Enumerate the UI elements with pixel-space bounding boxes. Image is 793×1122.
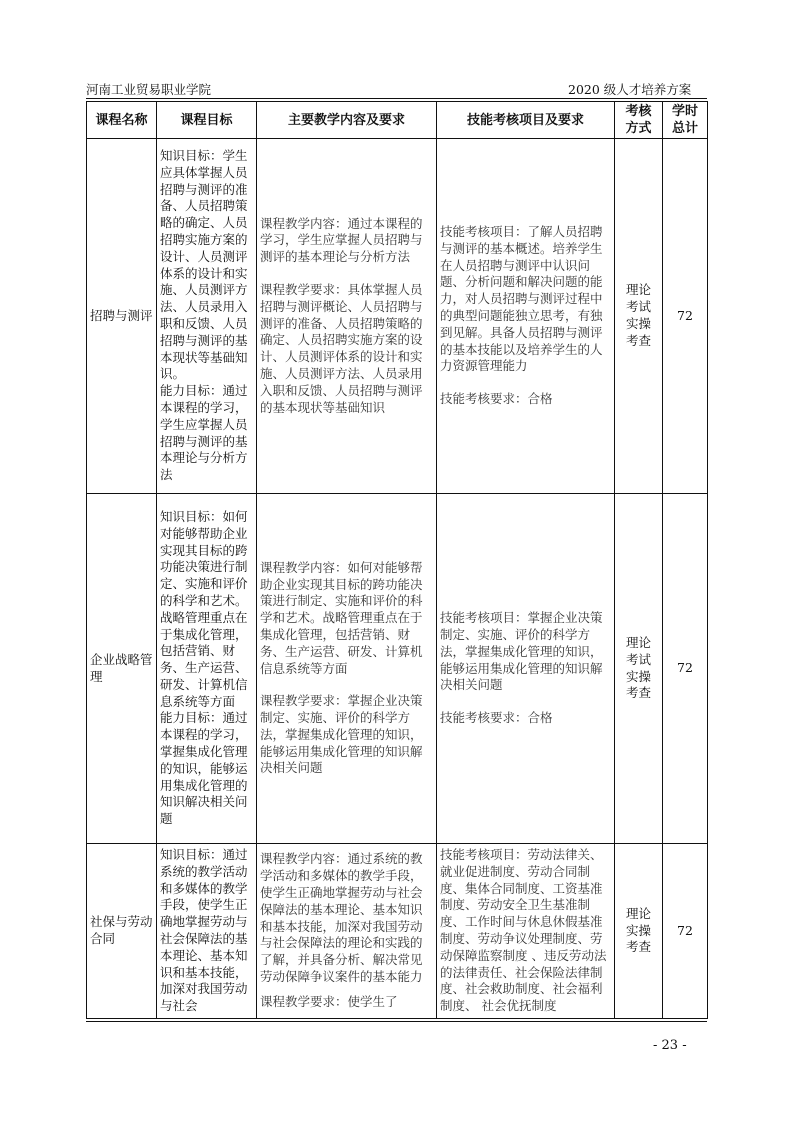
skill-item: 技能考核项目：掌握企业决策制定、实施、评价的科学方法，掌握集成化管理的知识，能够运用集成化管理的知识解决相关问题	[440, 610, 603, 693]
footer-rule	[86, 1021, 707, 1022]
course-content	[257, 139, 437, 494]
assessment-method	[615, 844, 663, 1019]
col-header-content: 主要教学内容及要求	[257, 102, 437, 139]
method-line: 理论	[625, 905, 651, 921]
course-goal	[157, 139, 257, 494]
course-goal	[157, 844, 257, 1019]
col-header-hours-line1: 学时	[671, 104, 698, 119]
assessment-method	[615, 494, 663, 844]
skill-assessment	[437, 844, 615, 1019]
col-header-skill: 技能考核项目及要求	[437, 102, 615, 139]
method-line: 实操	[625, 922, 651, 938]
course-goal	[157, 494, 257, 844]
content-requirement: 课程教学要求：掌握企业决策制定、实施、评价的科学方法，掌握集成化管理的知识，能够运用集成化管理的知识解决相关问题	[260, 693, 423, 776]
course-content	[257, 494, 437, 844]
knowledge-goal: 知识目标：如何对能够帮助企业实现其目标的跨功能决策进行制定、实施和评价的科学和艺术。战略管理重点在于集成化管理，包括营销、财务、生产运营、研发、计算机信息系统等方面	[160, 508, 248, 709]
header-plan-title: 2020 级人才培养方案	[568, 82, 692, 97]
table-row	[87, 844, 708, 1019]
content-requirement: 课程教学要求：使学生了	[260, 993, 398, 1009]
col-header-method-line2: 方式	[625, 121, 652, 136]
skill-requirement: 技能考核要求：合格	[440, 710, 553, 726]
skill-item: 技能考核项目：劳动法律关、就业促进制度、劳动合同制度、集体合同制度、工资基准制度、劳动安全卫生基准制度、工作时间与休息休假基准制度、劳动争议处理制度、劳动保障监察制度 、违反劳动法的法律责任、社会保险法律制度、社会救助制度、社会福利制度、 社会优抚制度	[440, 847, 607, 1014]
knowledge-goal: 知识目标：学生应具体掌握人员招聘与测评的准备、人员招聘策略的确定、人员招聘实施方案的设计、人员测评体系的设计和实施、人员测评方法、人员录用入职和反馈、人员招聘与测评的基本现状等基础知识。	[160, 148, 248, 382]
col-header-hours	[663, 102, 708, 139]
total-hours: 72	[663, 494, 708, 844]
col-header-method	[615, 102, 663, 139]
col-header-course-goal: 课程目标	[157, 102, 257, 139]
course-name: 社保与劳动合同	[87, 844, 157, 1019]
table-header-row	[87, 102, 708, 139]
method-line: 考试	[625, 299, 651, 315]
total-hours: 72	[663, 844, 708, 1019]
course-name: 企业战略管理	[87, 494, 157, 844]
col-header-hours-line2: 总计	[671, 121, 698, 136]
header-rule	[86, 98, 707, 99]
method-line: 理论	[625, 634, 651, 650]
course-content	[257, 844, 437, 1019]
method-line: 考查	[625, 685, 651, 701]
col-header-method-line1: 考核	[625, 104, 652, 119]
page-number: - 23 -	[653, 1038, 687, 1053]
ability-goal: 能力目标：通过本课程的学习，学生应掌握人员招聘与测评的基本理论与分析方法	[160, 383, 248, 483]
method-line: 考查	[625, 939, 651, 955]
course-name: 招聘与测评	[87, 139, 157, 494]
method-line: 实操	[625, 316, 651, 331]
header-school-name: 河南工业贸易职业学院	[86, 82, 212, 97]
content-requirement: 课程教学要求：具体掌握人员招聘与测评概论、人员招聘与测评的准备、人员招聘策略的确定、人员招聘实施方案的设计、人员测评体系的设计和实施、人员测评方法、人员录用入职和反馈、人员招聘与测评的基本现状等基础知识	[260, 282, 423, 415]
skill-requirement: 技能考核要求：合格	[440, 391, 553, 407]
assessment-method	[615, 139, 663, 494]
method-line: 考试	[625, 651, 651, 667]
knowledge-goal: 知识目标：通过系统的教学活动和多媒体的教学手段，使学生正确地掌握劳动与社会保障法的基本理论、基本知识和基本技能，加深对我国劳动与社会	[160, 847, 248, 1014]
table-row	[87, 139, 708, 494]
course-table	[86, 101, 708, 1019]
ability-goal: 能力目标：通过本课程的学习，掌握集成化管理的知识，能够运用集成化管理的知识解决相关问题	[160, 710, 248, 827]
method-line: 理论	[625, 282, 651, 298]
table-row	[87, 494, 708, 844]
content-main: 课程教学内容：通过系统的教学活动和多媒体的教学手段，使学生正确地掌握劳动与社会保障法的基本理论、基本知识和基本技能，加深对我国劳动与社会保障法的理论和实践的了解，并具备分析、解决常见劳动保障争议案件的基本能力	[260, 851, 423, 984]
method-line: 实操	[625, 668, 651, 684]
content-main: 课程教学内容：通过本课程的学习，学生应掌握人员招聘与测评的基本理论与分析方法	[260, 215, 423, 265]
method-line: 考查	[625, 332, 651, 348]
skill-assessment	[437, 494, 615, 844]
content-main: 课程教学内容：如何对能够帮助企业实现其目标的跨功能决策进行制定、实施和评价的科学和艺术。战略管理重点在于集成化管理，包括营销、财务、生产运营、研发、计算机信息系统等方面	[260, 559, 423, 676]
total-hours: 72	[663, 139, 708, 494]
skill-item: 技能考核项目：了解人员招聘与测评的基本概述。培养学生在人员招聘与测评中认识问题、分析问题和解决问题的能力，对人员招聘与测评过程中的典型问题能独立思考，有独到见解。具备人员招聘与测评的基本技能以及培养学生的人力资源管理能力	[440, 224, 603, 374]
skill-assessment	[437, 139, 615, 494]
col-header-course-name: 课程名称	[87, 102, 157, 139]
